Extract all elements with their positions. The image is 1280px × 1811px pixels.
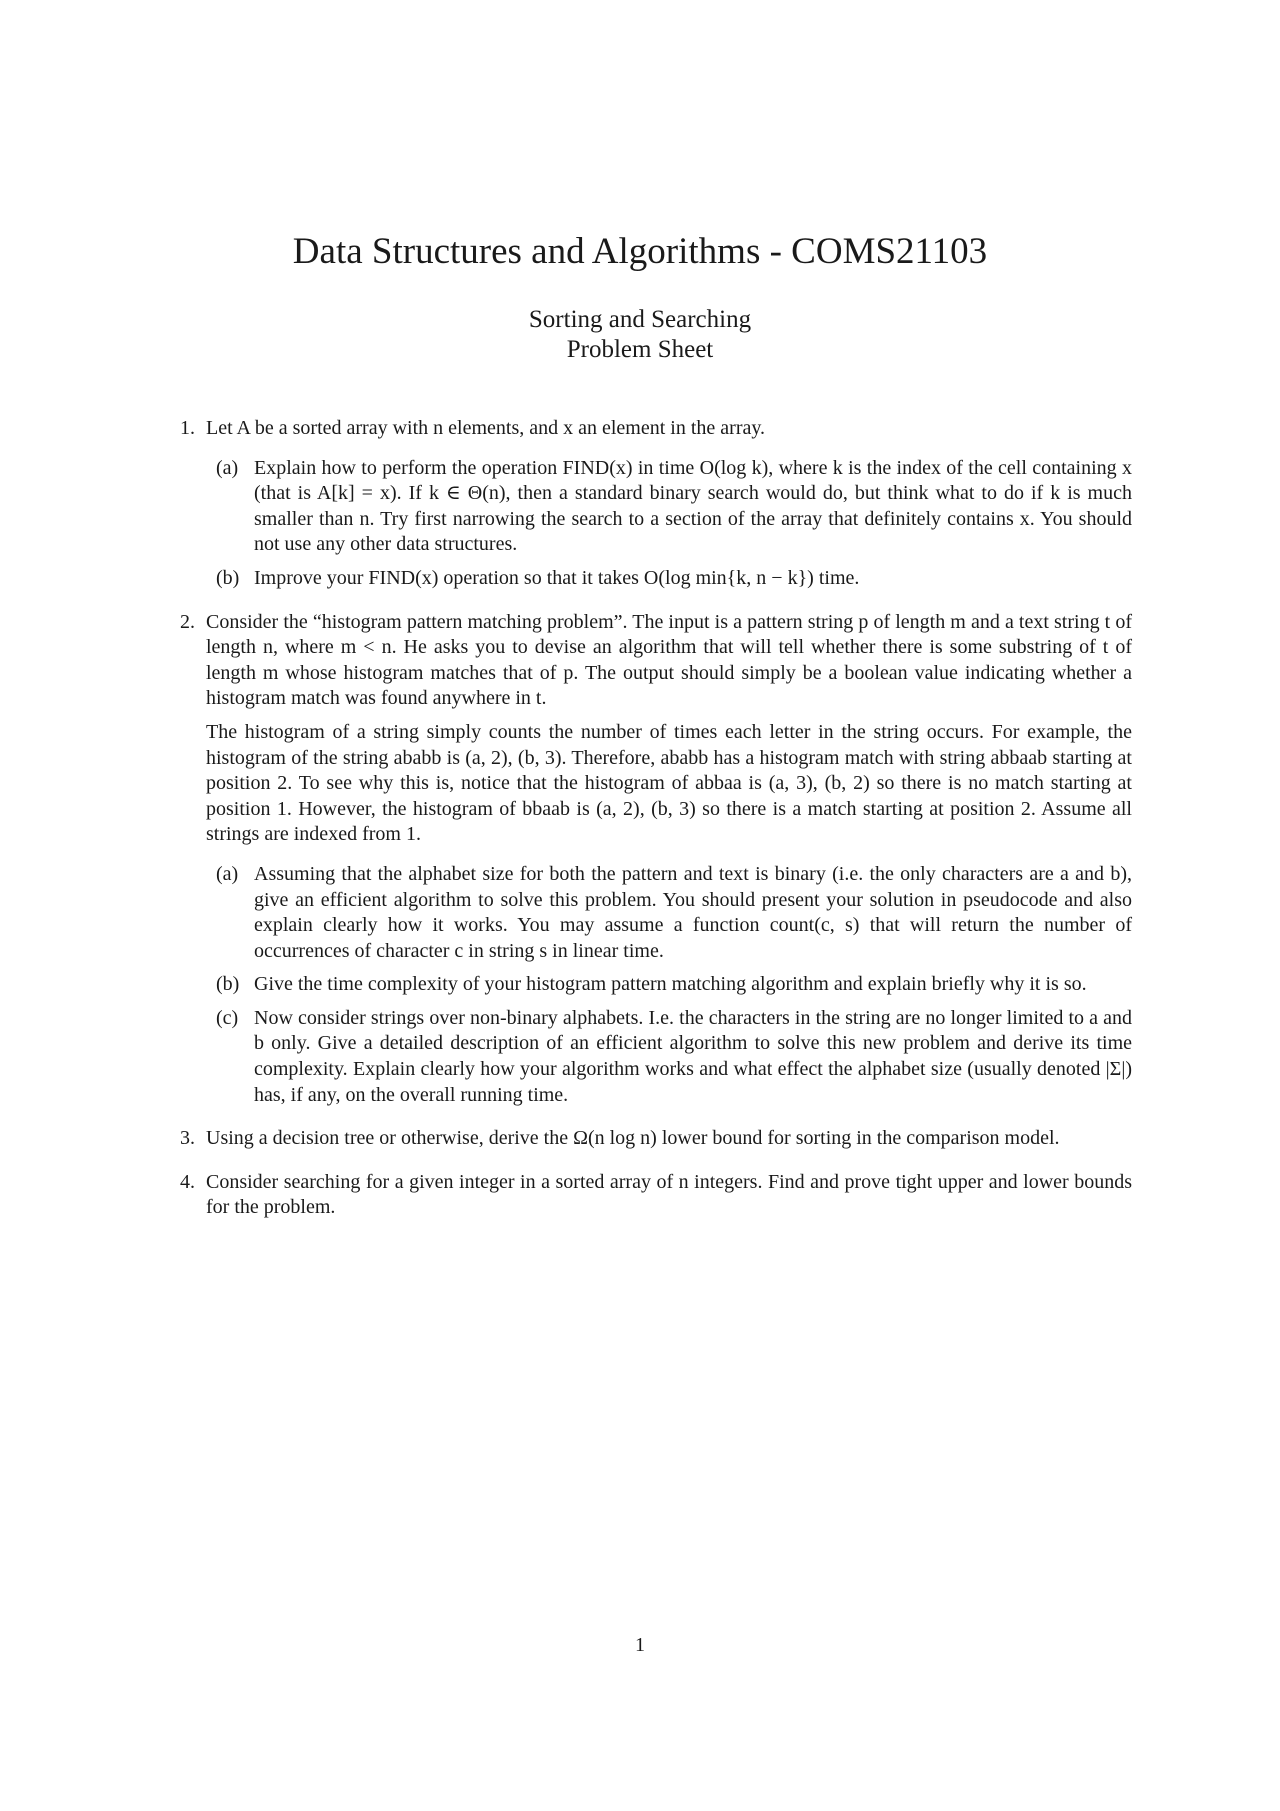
subtitle-topic: Sorting and Searching <box>528 306 752 333</box>
question-part <box>206 862 1132 964</box>
subtitle-sheet-type: Problem Sheet <box>566 336 714 363</box>
question-part <box>206 972 1132 998</box>
part-label: (b) <box>216 566 240 589</box>
part-label: (c) <box>216 1006 239 1029</box>
question-text: Let A be a sorted array with n elements, and x an element in the array. <box>206 417 766 439</box>
question-number: 4. <box>180 1170 195 1193</box>
question-1 <box>180 416 1132 592</box>
part-text: Assuming that the alphabet size for both the pattern and text is binary (i.e. the only characters are a and b), give an efficient algorithm to solve this problem. You should present your solution in pseudocode and also explain clearly how it works. You may assume a function count(c, s) that will return the number of occurrences of character c in string s in linear time. <box>254 862 1132 962</box>
question-part <box>206 1006 1132 1108</box>
question-3 <box>180 1126 1132 1152</box>
part-label: (b) <box>216 973 240 996</box>
question-text: Consider the “histogram pattern matching problem”. The input is a pattern string p of length m and a text string t of length n, where m < n. He asks you to devise an algorithm that will tell whether there is some substring of t of length m whose histogram matches that of p. The output should simply be a boolean value indicating whether a histogram match was found anywhere in t. <box>206 610 1132 710</box>
question-text: The histogram of a string simply counts the number of times each letter in the string occurs. For example, the histogram of the string ababb is (a, 2), (b, 3). Therefore, ababb has a histogram match with string abbaab starting at position 2. To see why this is, notice that the histogram of abbaa is (a, 3), (b, 2) so there is no match starting at position 1. However, the histogram of bbaab is (a, 2), (b, 3) so there is a match starting at position 2. Assume all strings are indexed from 1. <box>206 720 1132 846</box>
question-number: 1. <box>180 417 195 439</box>
part-text: Give the time complexity of your histogram pattern matching algorithm and explain briefly why it is so. <box>254 973 1087 996</box>
question-number: 3. <box>180 1127 195 1150</box>
question-parts <box>206 456 1132 592</box>
question-list <box>180 416 1132 1239</box>
document-title: Data Structures and Algorithms - COMS21103 <box>292 231 988 272</box>
part-text: Now consider strings over non-binary alphabets. I.e. the characters in the string are no longer limited to a and b only. Give a detailed description of an efficient algorithm to solve this new problem and derive its time complexity. Explain clearly how your algorithm works and what effect the alphabet size (usually denoted |Σ|) has, if any, on the overall running time. <box>254 1006 1132 1106</box>
question-text: Using a decision tree or otherwise, derive the Ω(n log n) lower bound for sorting in the comparison model. <box>206 1127 1060 1150</box>
question-number: 2. <box>180 610 195 633</box>
document-subtitle <box>0 305 1280 365</box>
question-parts <box>206 862 1132 1108</box>
question-text: Consider searching for a given integer in a sorted array of n integers. Find and prove tight upper and lower bounds for the problem. <box>206 1170 1132 1219</box>
question-2 <box>180 610 1132 1109</box>
part-text: Explain how to perform the operation FIND(x) in time O(log k), where k is the index of the cell containing x (that is A[k] = x). If k ∈ Θ(n), then a standard binary search would do, but think what to do if k is much smaller than n. Try first narrowing the search to a section of the array that definitely contains x. You should not use any other data structures. <box>254 456 1132 556</box>
page-number: 1 <box>635 1634 645 1656</box>
part-text: Improve your FIND(x) operation so that it takes O(log min{k, n − k}) time. <box>254 566 860 589</box>
part-label: (a) <box>216 456 239 479</box>
question-part <box>206 566 1132 592</box>
part-label: (a) <box>216 862 239 885</box>
question-part <box>206 456 1132 558</box>
question-4 <box>180 1170 1132 1221</box>
